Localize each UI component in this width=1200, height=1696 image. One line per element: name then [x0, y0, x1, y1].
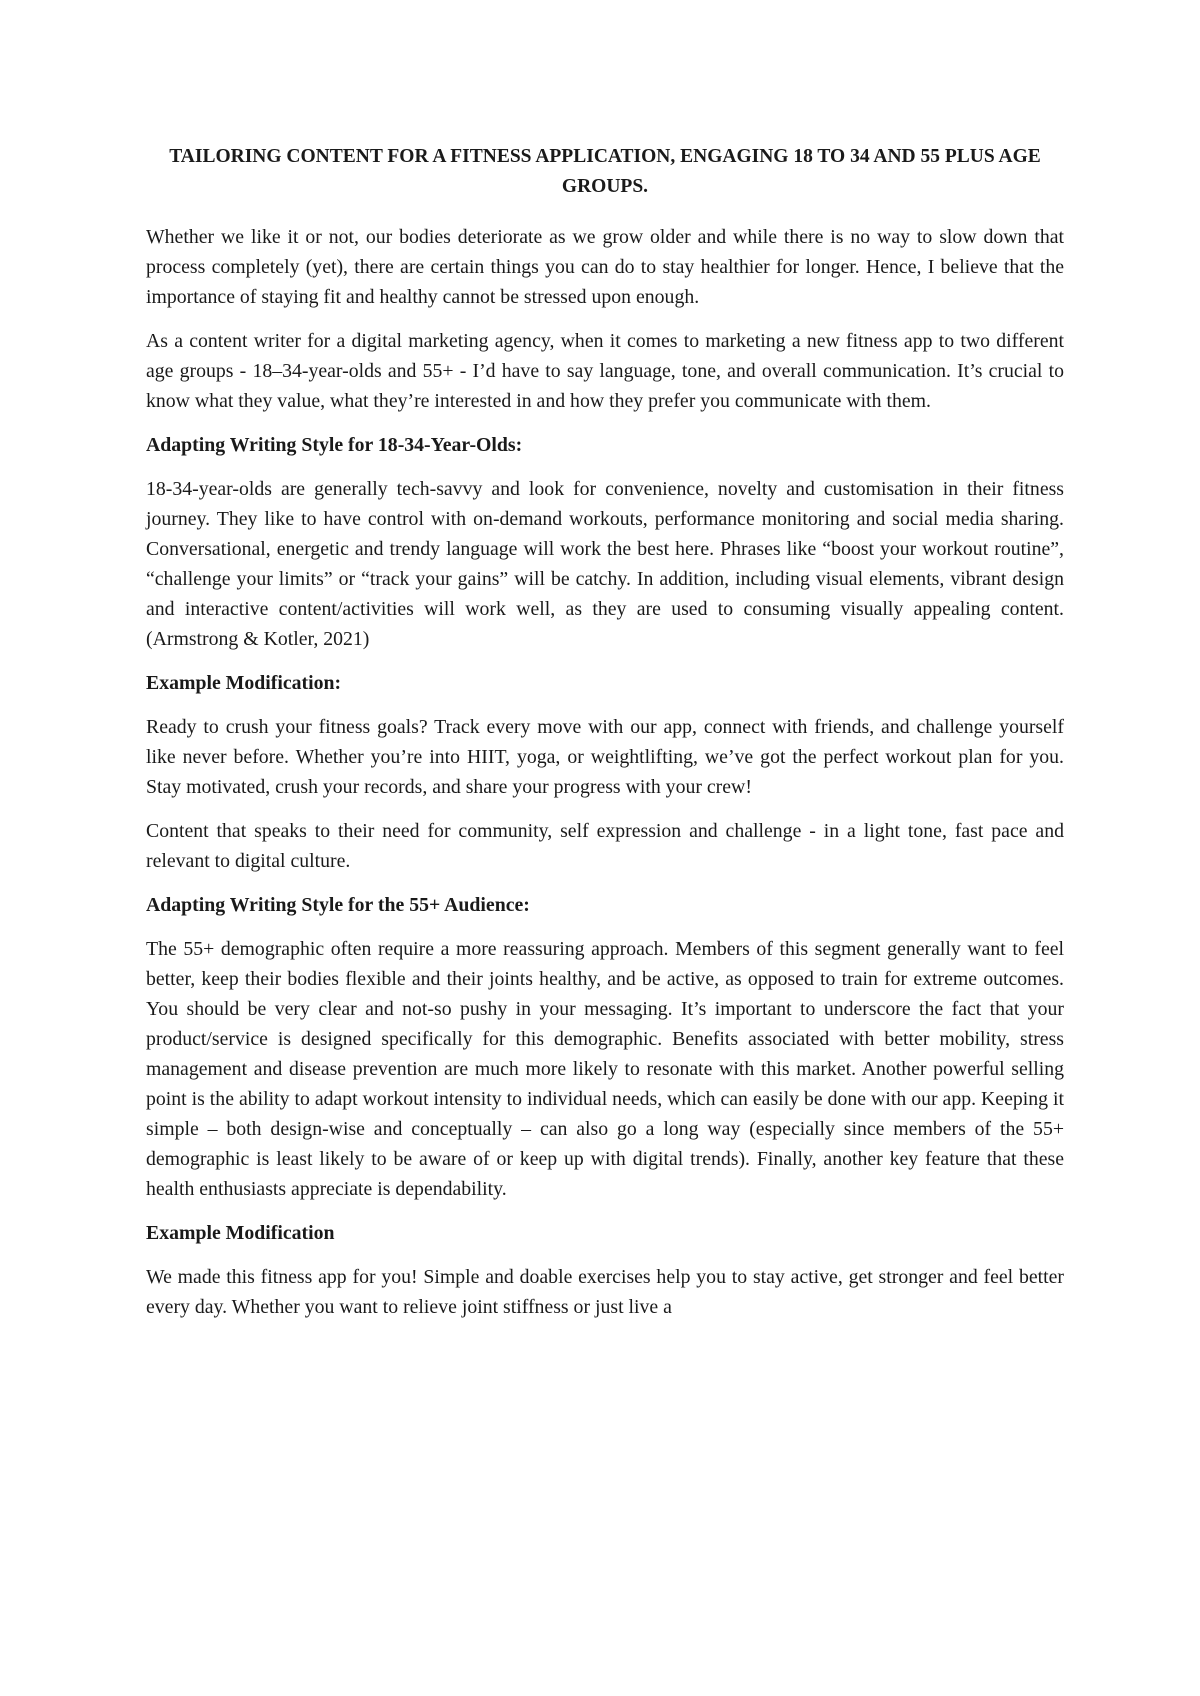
intro-paragraph-2: As a content writer for a digital marketing agency, when it comes to marketing a new fitness app to two different age groups - 18–34-year-olds and 55+ - I’d have to say language, tone, and overall communication. It’s crucial to know what they value, what they’re interested in and how they prefer you communicate with them.	[146, 330, 1064, 412]
section-1-example-heading: Example Modification:	[146, 672, 342, 694]
section-2-example-heading: Example Modification	[146, 1222, 335, 1244]
section-2-example-body: We made this fitness app for you! Simple and doable exercises help you to stay active, get stronger and feel better every day. Whether you want to relieve joint stiffness or just live a	[146, 1266, 1064, 1318]
document-body	[146, 142, 1064, 1336]
section-1-closing: Content that speaks to their need for community, self expression and challenge - in a light tone, fast pace and relevant to digital culture.	[146, 820, 1064, 872]
intro-paragraph-1: Whether we like it or not, our bodies deteriorate as we grow older and while there is no way to slow down that process completely (yet), there are certain things you can do to stay healthier for longer. Hence, I believe that the importance of staying fit and healthy cannot be stressed upon enough.	[146, 226, 1064, 308]
section-2-body: The 55+ demographic often require a more reassuring approach. Members of this segment generally want to feel better, keep their bodies flexible and their joints healthy, and be active, as opposed to train for extreme outcomes. You should be very clear and not-so pushy in your messaging. It’s important to underscore the fact that your product/service is designed specifically for this demographic. Benefits associated with better mobility, stress management and disease prevention are much more likely to resonate with this market. Another powerful selling point is the ability to adapt workout intensity to individual needs, which can easily be done with our app. Keeping it simple – both design-wise and conceptually – can also go a long way (especially since members of the 55+ demographic is least likely to be aware of or keep up with digital trends). Finally, another key feature that these health enthusiasts appreciate is dependability.	[146, 938, 1064, 1200]
section-2-heading: Adapting Writing Style for the 55+ Audience:	[146, 894, 530, 916]
section-1-example-body: Ready to crush your fitness goals? Track every move with our app, connect with friends, and challenge yourself like never before. Whether you’re into HIIT, yoga, or weightlifting, we’ve got the perfect workout plan for you. Stay motivated, crush your records, and share your progress with your crew!	[146, 716, 1064, 798]
document-title: TAILORING CONTENT FOR A FITNESS APPLICATION, ENGAGING 18 TO 34 AND 55 PLUS AGE GROUPS.	[169, 146, 1041, 197]
section-1-heading: Adapting Writing Style for 18-34-Year-Olds:	[146, 434, 523, 456]
section-1-body: 18-34-year-olds are generally tech-savvy and look for convenience, novelty and customisation in their fitness journey. They like to have control with on-demand workouts, performance monitoring and social media sharing. Conversational, energetic and trendy language will work the best here. Phrases like “boost your workout routine”, “challenge your limits” or “track your gains” will be catchy. In addition, including visual elements, vibrant design and interactive content/activities will work well, as they are used to consuming visually appealing content. (Armstrong & Kotler, 2021)	[146, 478, 1064, 650]
